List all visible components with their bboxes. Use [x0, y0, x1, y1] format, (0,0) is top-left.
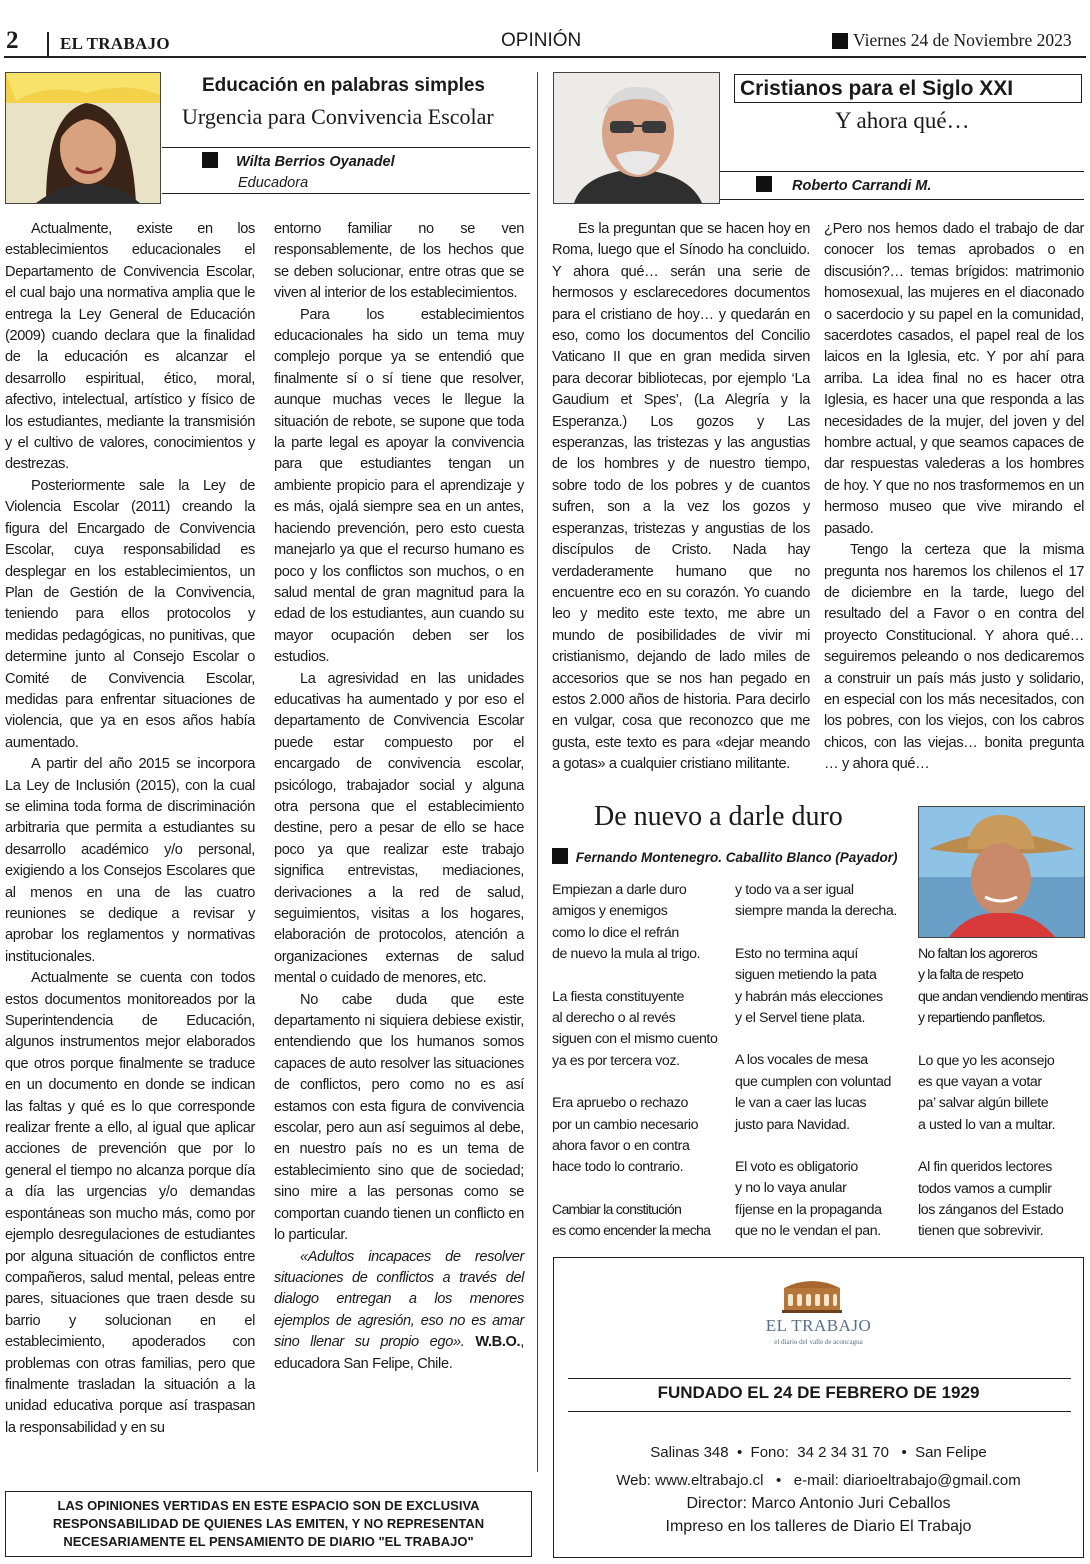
- poem-stanza: y todo va a ser igual siempre manda la derecha.: [735, 882, 897, 920]
- poem-stanza: La fiesta constituyente al derecho o al revés siguen con el mismo cuento ya es por tercera voz.: [552, 988, 718, 1069]
- masthead-printed: Impreso en los talleres de Diario El Trabajo: [665, 1518, 972, 1535]
- poem-stanza: Empiezan a darle duro amigos y enemigos como lo dice el refrán de nuevo la mula al trigo.: [552, 882, 701, 963]
- header-rule: [4, 56, 1086, 58]
- masthead-box: [553, 1257, 1084, 1558]
- masthead-logo-name: EL TRABAJO: [765, 1316, 872, 1335]
- poem-column-2: [735, 880, 910, 1264]
- date-marker: [832, 33, 848, 49]
- masthead-address: Salinas 348 • Fono: 34 2 34 31 70 • San Felipe: [650, 1444, 987, 1461]
- building-logo-icon: [780, 1274, 844, 1314]
- masthead-rule-bottom: [568, 1411, 1071, 1412]
- article2-paragraph: Tengo la certeza que la misma pregunta nos haremos los chilenos el 17 de diciembre en la tarde, luego del resultado del a Favor o en contra del proyecto Constitucional. Y ahora qué… seguiremos peleando o nos dedicaremos a construir un país más justo y solidario, en especial con los más necesitados, con los pobres, con los viejos, con los cabros chicos, con las viejas… bonita pregunta … y ahora qué…: [824, 542, 1084, 773]
- article2-head-rule: [720, 171, 1084, 172]
- article1-head-rule: [162, 147, 530, 148]
- header-separator: [47, 32, 49, 56]
- poem-title: De nuevo a darle duro: [594, 801, 843, 832]
- masthead-founded: FUNDADO EL 24 DE FEBRERO DE 1929: [657, 1383, 980, 1402]
- poem-stanza: El voto es obligatorio y no lo vaya anular fíjense en la propaganda que no le vendan el pan.: [735, 1159, 882, 1240]
- masthead-rule-top: [568, 1378, 1071, 1379]
- poem-stanza: Lo que yo les aconsejo es que vayan a votar pa’ salvar algún billete a usted lo van a multar.: [918, 1052, 1056, 1133]
- article2-paragraph: Es la preguntan que se hacen hoy en Roma, luego que el Sínodo ha concluido. Y ahora qué… serán una serie de hermosos y esclarecedores documentos para el cristiano de hoy… y quedarán en eso, como los documentos del Concilio Vaticano II que en gran medida sirven para decorar bibliotecas, por ejemplo ‘La Gaudium et Spes’, (La Alegría y la Esperanza.) Los gozos y Las esperanzas, las tristezas y las angustias de los hombres y de nuestro tiempo, sobre todo de los pobres y de cuantos sufren, son a la vez los gozos y esperanzas, tristezas y angustias de los discípulos de Cristo. Nada hay verdaderamente humano que no encuentre eco en su corazón. Yo cuando leo y medito este texto, me abre un mundo de posibilidades de vivir mi cristianismo, dejando de lado miles de accesorios que se nos han pegado en estos 2.000 años de historia. Para decirlo en vulgar, cosa que reconozco que me gusta, este texto es para «dejar meando a gotas» a cualquier cristiano militante.: [552, 221, 810, 773]
- poem-author: Fernando Montenegro. Caballito Blanco (Payador): [575, 850, 898, 865]
- article1-author: Wilta Berrios Oyanadel: [236, 154, 395, 170]
- paper-name: EL TRABAJO: [60, 34, 170, 53]
- issue-date: Viernes 24 de Noviembre 2023: [853, 30, 1072, 50]
- byline-marker: [552, 848, 568, 864]
- byline-marker: [202, 152, 218, 168]
- poem-stanza: Cambiar la constitución es como encender la mecha: [552, 1201, 711, 1240]
- poem-stanza: A los vocales de mesa que cumplen con voluntad le van a caer las lucas justo para Navidad.: [735, 1052, 892, 1133]
- portrait-man-image: [554, 73, 719, 203]
- author-photo-fernando: [918, 806, 1085, 938]
- article1-paragraph: Actualmente se cuenta con todos estos documentos monitoreados por la Superintendencia de Educación, algunos instrumentos mejor elaborados que otros porque finalmente se traduce en un documento en donde se indican las faltas y qué es lo que corresponde realizar frente a ello, al igual que aplicar acciones de prevención que por lo general el tiempo no alcanza porque día a día las urgencias y/o demandas espontáneas son mucho más, como por ejemplo desregulaciones de estudiantes por alguna situación de conflictos entre compañeros, salud mental, peleas entre pares, situaciones que traen desde su barrio y solucionan en el establecimiento, apoderados con problemas con otras familias, pero que finalmente trasladan la situación a la unidad educativa porque así traspasan la responsabilidad y en su: [5, 970, 255, 1436]
- masthead-logo-tagline: el diario del valle de aconcagua: [774, 1338, 863, 1346]
- column-divider: [537, 72, 538, 1472]
- article1-quote: «Adultos incapaces de resolver situaciones de conflictos a través del dialogo entregan a los menores ejemplos de agresión, eso no es amar sino llenar su propio ego».: [274, 1248, 524, 1351]
- article2-kicker: Cristianos para el Siglo XXI: [740, 77, 1014, 100]
- article1-byline: [202, 152, 395, 170]
- portrait-payador-image: [919, 807, 1084, 937]
- article2-kicker-box: [734, 74, 1082, 103]
- byline-marker: [756, 176, 772, 192]
- article1-paragraph: Actualmente, existe en los establecimientos educacionales el Departamento de Convivencia Escolar, el cual bajo una normativa amplia que le entrega la Ley General de Educación (2009) cuando declara que la finalidad de la educación es alcanzar el desarrollo espiritual, ético, moral, afectivo, intelectual, artístico y físico de los estudiantes, mediante la transmisión y el cultivo de valores, conocimientos y destrezas.: [5, 221, 255, 473]
- article1-column-1: [5, 219, 255, 1439]
- poem-stanza: Esto no termina aquí siguen metiendo la pata y habrán más elecciones y el Servel tiene plata.: [735, 945, 883, 1027]
- author-photo-wilta: [5, 72, 161, 204]
- poem-stanza: Era apruebo o rechazo por un cambio necesario ahora favor o en contra hace todo lo contrario.: [552, 1095, 699, 1176]
- masthead-director: Director: Marco Antonio Juri Ceballos: [686, 1495, 951, 1512]
- article1-paragraph: No cabe duda que este departamento ni siquiera debiese existir, entendiendo que los humanos somos capaces de auto resolver las situaciones de conflictos, pero como no es así estamos con esta figura de convivencia escolar, pero aun así seguimos al debe, en nuestro país no es un tema de establecimiento sino que de sociedad; sino mire a las personas como se comportan cuando tienen un conflicto en lo particular.: [274, 991, 524, 1244]
- masthead-web: Web: www.eltrabajo.cl • e-mail: diarioeltrabajo@gmail.com: [616, 1472, 1021, 1489]
- article1-paragraph: Posteriormente sale la Ley de Violencia Escolar (2011) creando la figura del Encargado de Convivencia Escolar, cuya responsabilidad es desplegar en los establecimientos, un Plan de Gestión de la Convivencia, teniendo para ellos protocolos y medidas pedagógicas, no punitivas, que determine junto al Consejo Escolar o Comité de Convivencia Escolar, medidas para enfrentar situaciones de violencia, que ya en esos años había aumentado.: [5, 477, 255, 751]
- article2-headline: Y ahora qué…: [835, 108, 970, 133]
- article1-paragraph: La agresividad en las unidades educativas ha aumentado y por eso el departamento de Convivencia Escolar puede estar compuesto por el encargado de convivencia escolar, psicólogo, trabajador social y alguna otra persona que el establecimiento destine, pero a pesar de ello se hace poco ya que realizar este trabajo significa entrevistas, mediaciones, derivaciones a la red de salud, seguimientos, visitas a los hogares, elaboración de protocolos, atención a organizaciones externas de salud mental o cuidado de menores, etc.: [274, 670, 524, 987]
- article1-kicker: Educación en palabras simples: [202, 75, 485, 96]
- article1-role: Educadora: [238, 175, 309, 191]
- article1-paragraph: entorno familiar no se ven responsablemente, de los hechos que se deben solucionar, entre otras que se viven al interior de los establecimientos.: [274, 221, 524, 302]
- article2-author: Roberto Carrandi M.: [792, 178, 932, 194]
- article1-quote-author: W.B.O.: [475, 1334, 521, 1351]
- article1-column-2: [274, 219, 524, 1375]
- poem-stanza: Al fin queridos lectores todos vamos a cumplir los zánganos del Estado tienen que sobrevivir.: [918, 1159, 1064, 1240]
- poem-byline: [552, 848, 898, 865]
- article2-column-1: [552, 219, 810, 776]
- article1-head-rule-bottom: [162, 193, 530, 194]
- disclaimer-text: LAS OPINIONES VERTIDAS EN ESTE ESPACIO SON DE EXCLUSIVA RESPONSABILIDAD DE QUIENES LAS EMITEN, Y NO REPRESENTAN NECESARIAMENTE EL PENSAMIENTO DE DIARIO "EL TRABAJO": [52, 1498, 485, 1549]
- disclaimer-box: [5, 1491, 532, 1557]
- article1-quote-tail: , educadora San Felipe, Chile.: [274, 1334, 524, 1372]
- article2-paragraph: ¿Pero nos hemos dado el trabajo de dar conocer los temas aprobados o en discusión?… temas brígidos: matrimonio homosexual, las mujeres en el diaconado o sacerdocio y su papel en la comunidad, sacerdotes casados, el papel real de los laicos en la Iglesia, etc. Y por ahí para arriba. La idea final no es hacer otra Iglesia, es hacer una que responda a las necesidades de la mujer, del joven y del hombre actual, y que seamos capaces de dar respuestas valederas a los hombres de hoy. Y que no nos trasformemos en un hermoso museo que vive mirando el pasado.: [824, 221, 1084, 537]
- section-title: OPINIÓN: [501, 30, 582, 51]
- poem-stanza: No faltan los agoreros y la falta de respeto que andan vendiendo mentiras y repartiendo panfletos.: [918, 946, 1088, 1027]
- article2-column-2: [824, 219, 1084, 776]
- article1-quote-paragraph: [274, 1247, 524, 1375]
- article2-byline: [756, 176, 931, 194]
- article1-paragraph: Para los establecimientos educacionales ha sido un tema muy complejo porque ya se entendió que finalmente sí o sí tiene que resolver, aunque muchas veces le llegue la situación de rebote, se supone que toda la parte legal es apoyar la convivencia para que estudiantes tengan un ambiente propicio para el aprendizaje y es más, ojalá siempre sea en un antes, haciendo prevención, pero esto cuesta manejarlo ya que el recurso humano es poco y los conflictos son muchos, o en salud mental de gran magnitud para la edad de los estudiantes, aun cuando su mayor ocupación deben ser los estudios.: [274, 306, 524, 666]
- article1-paragraph: A partir del año 2015 se incorpora La Ley de Inclusión (2015), con la cual se elimina toda forma de discriminación arbitraria que permita a estudiantes su desarrollo académico y/o personal, exigiendo a los Consejos Escolares que al menos en una de las cuatro reuniones se dedique a revisar y aprobar los reglamentos y normativas institucionales.: [5, 756, 255, 965]
- page-number: 2: [6, 27, 19, 54]
- portrait-woman-image: [6, 73, 160, 203]
- poem-column-3: [918, 944, 1088, 1264]
- article1-headline: Urgencia para Convivencia Escolar: [182, 104, 494, 129]
- poem-column-1: [552, 880, 724, 1264]
- author-photo-roberto: [553, 72, 720, 204]
- article2-head-rule-bottom: [720, 199, 1084, 200]
